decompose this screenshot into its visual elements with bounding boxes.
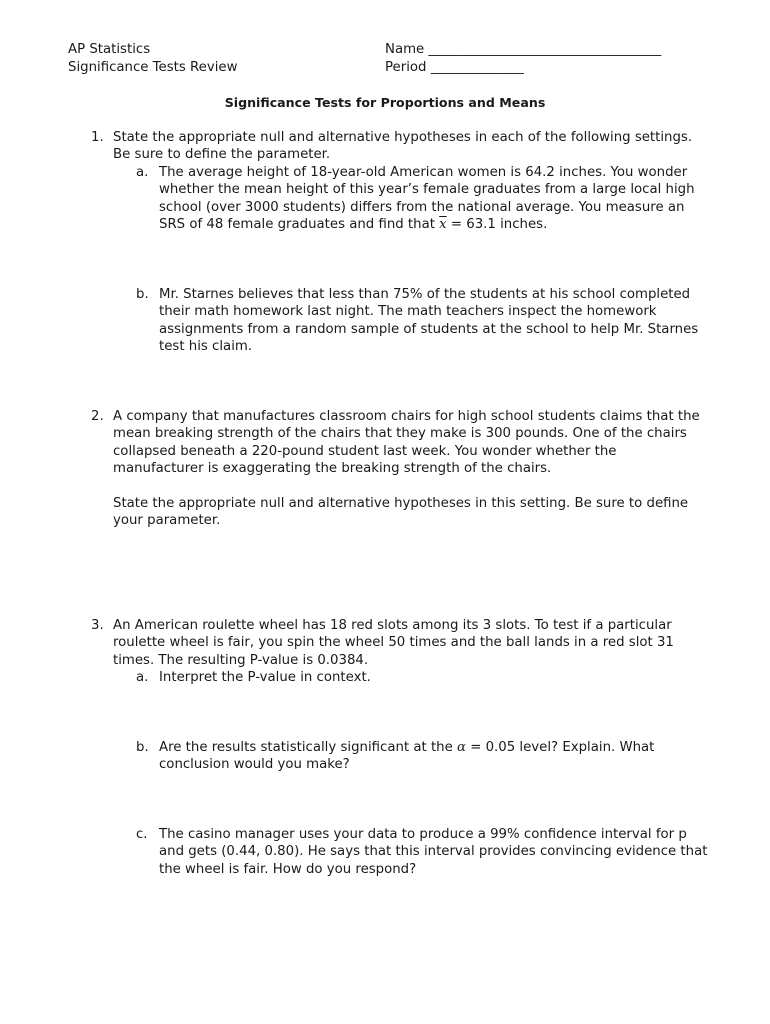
question-line: An American roulette wheel has 18 red slots among its 3 slots. To test if a particular: [113, 618, 672, 633]
question-line: school (over 3000 students) differs from the national average. You measure an: [159, 199, 685, 215]
question-line: State the appropriate null and alternative hypotheses in each of the following settings.: [113, 130, 693, 145]
question-line: times. The resulting P-value is 0.0384.: [113, 652, 369, 668]
question-line: test his claim.: [159, 339, 253, 355]
question-line: their math homework last night. The math teachers inspect the homework: [159, 304, 657, 320]
question-line: assignments from a random sample of students at the school to help Mr. Starnes: [159, 321, 699, 337]
name-field: Name ___________________________________: [385, 42, 662, 57]
question-line: State the appropriate null and alternative hypotheses in this setting. Be sure to define: [113, 496, 689, 511]
part-letter: b.: [136, 740, 149, 755]
question-line: A company that manufactures classroom chairs for high school students claims that the: [113, 409, 700, 424]
page-title: Significance Tests for Proportions and Means: [224, 95, 546, 110]
question-line: [159, 739, 654, 756]
question-line: The casino manager uses your data to produce a 99% confidence interval for p: [159, 827, 687, 842]
question-line: The average height of 18-year-old American women is 64.2 inches. You wonder: [159, 165, 688, 180]
course-name: AP Statistics: [68, 42, 151, 57]
part-letter: a.: [136, 165, 149, 180]
question-line: Be sure to define the parameter.: [113, 147, 331, 163]
question-number: 3.: [91, 618, 104, 633]
question-line: collapsed beneath a 220-pound student last week. You wonder whether the: [113, 443, 617, 459]
question-line-end: = 0.05 level? Explain. What: [465, 740, 655, 755]
question-3-text: [113, 617, 674, 669]
question-line: Interpret the P-value in context.: [159, 670, 371, 685]
question-line-start: Are the results statistically significant at the: [159, 740, 457, 755]
question-line: the wheel is fair. How do you respond?: [159, 861, 417, 877]
question-number: 1.: [91, 130, 104, 145]
sample-mean-value: = 63.1 inches.: [446, 217, 548, 233]
question-line: conclusion would you make?: [159, 757, 350, 773]
question-number: 2.: [91, 409, 104, 424]
question-line-start: SRS of 48 female graduates and find that: [159, 217, 435, 233]
sample-mean-symbol: $\overline{x}$: [439, 217, 447, 233]
question-line: [159, 216, 695, 233]
part-letter: c.: [136, 827, 148, 842]
worksheet-subtitle: Significance Tests Review: [68, 60, 238, 75]
part-letter: b.: [136, 287, 149, 302]
question-2-text: [113, 408, 700, 478]
question-3b-text: [159, 739, 654, 774]
question-line: Mr. Starnes believes that less than 75% of the students at his school completed: [159, 287, 691, 302]
question-1b-text: [159, 286, 698, 356]
question-2-instruction: [113, 495, 688, 530]
question-1a-text: [159, 164, 695, 234]
question-line: and gets (0.44, 0.80). He says that this interval provides convincing evidence that: [159, 844, 708, 860]
period-field: Period ______________: [385, 60, 524, 75]
question-line: mean breaking strength of the chairs that they make is 300 pounds. One of the chairs: [113, 426, 687, 442]
question-line: your parameter.: [113, 513, 221, 529]
question-line: whether the mean height of this year’s female graduates from a large local high: [159, 182, 695, 198]
question-1-text: [113, 129, 692, 164]
question-line: manufacturer is exaggerating the breaking strength of the chairs.: [113, 461, 552, 477]
alpha-symbol: α: [457, 740, 466, 755]
question-line: roulette wheel is fair, you spin the wheel 50 times and the ball lands in a red slot 31: [113, 635, 674, 651]
question-3c-text: [159, 826, 707, 878]
part-letter: a.: [136, 670, 149, 685]
question-3a-text: [159, 669, 371, 686]
